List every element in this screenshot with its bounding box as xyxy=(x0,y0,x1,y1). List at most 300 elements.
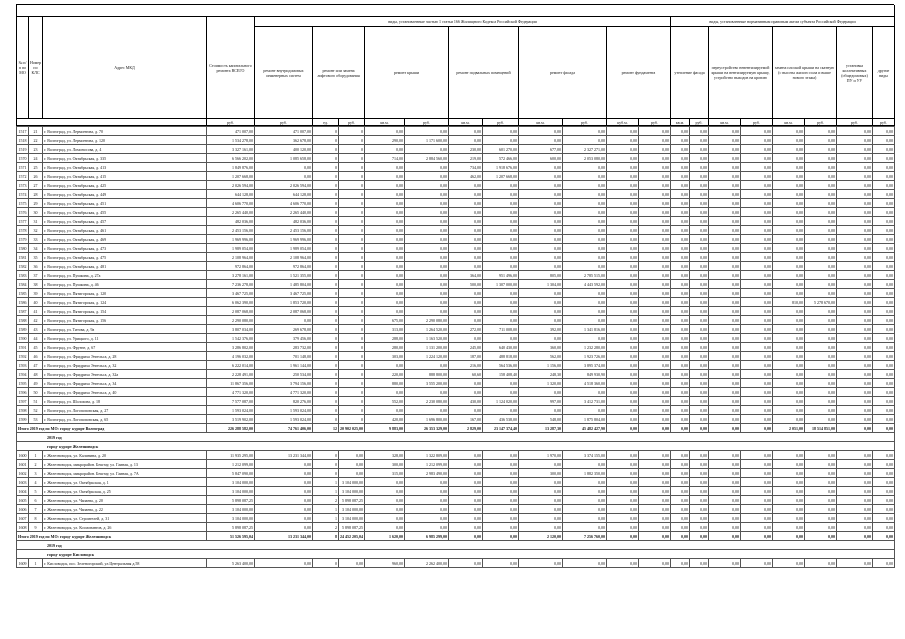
row-value: 0,00 xyxy=(483,190,519,199)
row-index: 27 xyxy=(29,181,43,190)
row-value: 0,00 xyxy=(563,217,607,226)
row-value: 0,00 xyxy=(639,154,671,163)
total-value: 0,00 xyxy=(773,532,805,541)
row-value: 0,00 xyxy=(519,163,563,172)
row-value: 364,00 xyxy=(449,271,483,280)
row-value: 0,00 xyxy=(805,280,837,289)
row-value: 0,00 xyxy=(805,334,837,343)
row-value: 0,00 xyxy=(741,316,773,325)
row-value: 0,00 xyxy=(773,307,805,316)
row-number: 1598 xyxy=(18,407,27,413)
row-value: 0,00 xyxy=(607,343,639,352)
row-value: 0,00 xyxy=(805,325,837,334)
row-address: г. Железноводск, микрорайон. Бештау, ул. Гаиная, д. 7А xyxy=(43,469,207,478)
row-value: 0,00 xyxy=(837,505,873,514)
row-value: 4 606 770,00 xyxy=(255,199,313,208)
row-value: 0 xyxy=(313,217,339,226)
row-value: 0,00 xyxy=(405,271,449,280)
row-value: 0,00 xyxy=(365,163,405,172)
row-value: 4 518 360,00 xyxy=(563,379,607,388)
table-row xyxy=(17,406,895,415)
unit-label: руб. xyxy=(563,119,607,126)
row-value: 0,00 xyxy=(709,127,741,136)
row-value: 0,00 xyxy=(773,253,805,262)
row-value: 0,00 xyxy=(607,208,639,217)
table-row xyxy=(17,208,895,217)
row-value: 0,00 xyxy=(709,298,741,307)
row-value: 0,00 xyxy=(449,307,483,316)
row-value: 269 678,00 xyxy=(255,325,313,334)
row-value: 0,00 xyxy=(873,478,895,487)
row-address: г. Волгоград, ул. Октябрьская, д. 425 xyxy=(43,181,207,190)
row-value: 0 xyxy=(313,172,339,181)
row-value: 0,00 xyxy=(709,154,741,163)
row-value: 0,00 xyxy=(365,289,405,298)
row-index: 40 xyxy=(29,298,43,307)
row-value: 0,00 xyxy=(449,469,483,478)
row-value: 13 231 344,00 xyxy=(255,451,313,460)
row-value: 0 xyxy=(339,406,365,415)
row-value: 1 961 144,00 xyxy=(255,361,313,370)
row-value: 0,00 xyxy=(255,163,313,172)
row-value: 0,00 xyxy=(607,361,639,370)
row-value: 2 xyxy=(313,496,339,505)
row-value: 0,00 xyxy=(671,253,690,262)
header-col-idx: Номер по КЛС xyxy=(29,17,43,119)
group-row xyxy=(17,550,895,559)
row-value: 0,00 xyxy=(837,244,873,253)
total-value: 2 120,00 xyxy=(519,532,563,541)
row-value: 0 xyxy=(339,217,365,226)
row-value: 0,00 xyxy=(690,271,709,280)
row-value: 0,00 xyxy=(773,271,805,280)
row-index: 5 xyxy=(29,487,43,496)
row-value: 0,00 xyxy=(709,415,741,424)
row-value: 0,00 xyxy=(671,244,690,253)
row-value: 600,00 xyxy=(519,154,563,163)
row-value: 0,00 xyxy=(671,334,690,343)
table-row xyxy=(17,361,895,370)
row-value: 0,00 xyxy=(690,415,709,424)
row-value: 0,00 xyxy=(671,235,690,244)
row-value: 0,00 xyxy=(873,172,895,181)
row-value: 0,00 xyxy=(671,172,690,181)
row-value: 5 898 087,25 xyxy=(339,496,365,505)
header-col-other: другие виды xyxy=(873,27,895,119)
row-value: 0,00 xyxy=(639,316,671,325)
row-value: 0 xyxy=(339,190,365,199)
row-value: 0,00 xyxy=(671,325,690,334)
row-value: 0,00 xyxy=(639,523,671,532)
row-address: г. Волгоград, ул. Фридриха Энгельса, д. 32 xyxy=(43,361,207,370)
row-value: 0,00 xyxy=(563,208,607,217)
table-row xyxy=(17,451,895,460)
row-value: 0,00 xyxy=(607,280,639,289)
row-value: 0,00 xyxy=(671,271,690,280)
row-value: 0,00 xyxy=(741,415,773,424)
row-address: г. Железноводск, ул. Строителей, д. 31 xyxy=(43,514,207,523)
total-value: 0,00 xyxy=(671,424,690,433)
row-value: 960,00 xyxy=(365,559,405,568)
row-value: 0,00 xyxy=(449,226,483,235)
row-value: 0,00 xyxy=(519,226,563,235)
table-row xyxy=(17,379,895,388)
row-value: 0 xyxy=(339,226,365,235)
row-value: 0,00 xyxy=(639,388,671,397)
row-value: 0,00 xyxy=(519,388,563,397)
row-index: 1 xyxy=(29,559,43,568)
row-value: 0,00 xyxy=(449,199,483,208)
row-value: 0,00 xyxy=(805,289,837,298)
row-value: 0,00 xyxy=(690,244,709,253)
row-value: 3 807 034,00 xyxy=(207,325,255,334)
row-value: 0,00 xyxy=(773,379,805,388)
row-value: 0 xyxy=(339,298,365,307)
row-value: 0 xyxy=(313,316,339,325)
table-row xyxy=(17,370,895,379)
row-value: 462,00 xyxy=(449,172,483,181)
total-value: 0,00 xyxy=(837,532,873,541)
row-value: 734,00 xyxy=(449,163,483,172)
unit-label: руб. xyxy=(405,119,449,126)
table-row xyxy=(17,307,895,316)
row-address: г. Волгоград, ул. Лермонтова, д. 120 xyxy=(43,136,207,145)
table-row xyxy=(17,235,895,244)
row-value: 0,00 xyxy=(741,199,773,208)
row-value: 0,00 xyxy=(873,469,895,478)
unit-label: руб. xyxy=(805,119,837,126)
row-value: 0 xyxy=(339,127,365,136)
row-value: 0 xyxy=(313,379,339,388)
row-value: 0,00 xyxy=(709,460,741,469)
row-number: 1594 xyxy=(18,371,27,377)
row-value: 0,00 xyxy=(671,343,690,352)
table-row xyxy=(17,289,895,298)
row-value: 0,00 xyxy=(563,559,607,568)
row-value: 0,00 xyxy=(709,406,741,415)
row-value: 0,00 xyxy=(639,208,671,217)
row-value: 5 263 400,00 xyxy=(207,559,255,568)
row-value: 0 xyxy=(313,298,339,307)
row-value: 0,00 xyxy=(805,343,837,352)
row-value: 2 290 080,00 xyxy=(405,316,449,325)
row-address: г. Железноводск, ул. Октябрьская, д. 1 xyxy=(43,478,207,487)
row-value: 0 xyxy=(313,334,339,343)
row-value: 0,00 xyxy=(365,505,405,514)
table-row xyxy=(17,172,895,181)
row-value: 0,00 xyxy=(339,559,365,568)
row-value: 290,00 xyxy=(365,136,405,145)
row-value: 548,00 xyxy=(519,415,563,424)
row-value: 0,00 xyxy=(741,370,773,379)
group-row xyxy=(17,433,895,442)
row-value: 0,00 xyxy=(405,478,449,487)
row-value: 0,00 xyxy=(837,136,873,145)
row-value: 0,00 xyxy=(483,262,519,271)
row-value: 300,00 xyxy=(519,469,563,478)
row-value: 644 128,00 xyxy=(207,190,255,199)
row-value: 2 053 080,00 xyxy=(563,154,607,163)
row-value: 0 xyxy=(339,253,365,262)
header-col-address: Адрес МКД xyxy=(43,17,207,119)
row-value: 0,00 xyxy=(873,460,895,469)
row-value: 0,00 xyxy=(483,334,519,343)
row-address: г. Железноводск, ул. Чапаева, д. 20 xyxy=(43,496,207,505)
row-value: 0,00 xyxy=(639,262,671,271)
row-value: 0,00 xyxy=(365,298,405,307)
header-col-elevator: ремонт или замена лифтового оборудования xyxy=(313,27,365,119)
total-value: 26 353 329,00 xyxy=(405,424,449,433)
row-value: 0,00 xyxy=(405,217,449,226)
row-value: 0,00 xyxy=(449,208,483,217)
table-row xyxy=(17,388,895,397)
unit-label: куб.м. xyxy=(607,119,639,126)
row-value: 0,00 xyxy=(483,199,519,208)
row-value: 1 593 024,00 xyxy=(207,406,255,415)
row-value: 0,00 xyxy=(607,244,639,253)
row-value: 0,00 xyxy=(690,460,709,469)
row-value: 1 923 726,00 xyxy=(563,352,607,361)
row-value: 0,00 xyxy=(365,190,405,199)
row-value: 0,00 xyxy=(639,469,671,478)
row-value: 0,00 xyxy=(671,487,690,496)
row-value: 0,00 xyxy=(873,226,895,235)
row-value: 0,00 xyxy=(405,289,449,298)
row-value: 0,00 xyxy=(741,388,773,397)
row-value: 0,00 xyxy=(483,523,519,532)
row-value: 0,00 xyxy=(405,163,449,172)
row-value: 0,00 xyxy=(607,136,639,145)
row-value: 0,00 xyxy=(405,361,449,370)
row-value: 0 xyxy=(339,334,365,343)
row-value: 250 534,00 xyxy=(255,370,313,379)
row-value: 0,00 xyxy=(405,388,449,397)
row-value: 0,00 xyxy=(483,127,519,136)
row-value: 0,00 xyxy=(339,460,365,469)
row-value: 0,00 xyxy=(519,460,563,469)
register-sheet xyxy=(16,4,894,568)
row-number: 1603 xyxy=(18,479,27,485)
header-col-engineering: ремонт внутридомовых инженерных систем xyxy=(255,27,313,119)
table-header xyxy=(16,4,894,126)
row-value: 0,00 xyxy=(805,415,837,424)
row-value: 0,00 xyxy=(837,298,873,307)
row-value: 0,00 xyxy=(255,514,313,523)
row-value: 0,00 xyxy=(805,163,837,172)
row-value: 0,00 xyxy=(690,181,709,190)
row-value: 0,00 xyxy=(671,154,690,163)
row-value: 0 xyxy=(313,451,339,460)
row-value: 0,00 xyxy=(563,289,607,298)
total-value: 6 985 299,00 xyxy=(405,532,449,541)
row-value: 3 412 731,00 xyxy=(563,397,607,406)
row-value: 0,00 xyxy=(671,370,690,379)
row-value: 0 xyxy=(313,280,339,289)
row-value: 0,00 xyxy=(837,325,873,334)
row-value: 0,00 xyxy=(873,199,895,208)
row-value: 880,00 xyxy=(365,379,405,388)
total-value: 18 514 851,00 xyxy=(805,424,837,433)
row-value: 0,00 xyxy=(773,388,805,397)
row-value: 0,00 xyxy=(365,244,405,253)
row-value: 379 456,00 xyxy=(255,334,313,343)
unit-label: кв.м. xyxy=(709,119,741,126)
row-value: 488 818,00 xyxy=(483,352,519,361)
row-value: 0,00 xyxy=(405,523,449,532)
row-value: 0,00 xyxy=(405,298,449,307)
row-value: 2 265 440,00 xyxy=(255,208,313,217)
row-value: 0,00 xyxy=(671,226,690,235)
row-value: 0,00 xyxy=(563,505,607,514)
row-number: 1602 xyxy=(18,470,27,476)
row-value: 0,00 xyxy=(563,253,607,262)
row-value: 1 322 809,00 xyxy=(405,451,449,460)
row-value: 0,00 xyxy=(639,415,671,424)
row-value: 360,00 xyxy=(519,343,563,352)
row-value: 0,00 xyxy=(873,379,895,388)
row-value: 248,30 xyxy=(519,370,563,379)
row-value: 0,00 xyxy=(873,325,895,334)
row-value: 245,00 xyxy=(449,343,483,352)
row-value: 0,00 xyxy=(741,469,773,478)
row-value: 0,00 xyxy=(709,496,741,505)
row-value: 0 xyxy=(339,343,365,352)
row-value: 0,00 xyxy=(741,523,773,532)
row-index: 52 xyxy=(29,406,43,415)
row-number: 1607 xyxy=(18,515,27,521)
row-value: 0,00 xyxy=(873,397,895,406)
row-value: 0,00 xyxy=(639,496,671,505)
row-value: 2 228 491,00 xyxy=(207,370,255,379)
row-value: 0,00 xyxy=(365,271,405,280)
row-value: 0,00 xyxy=(873,217,895,226)
row-value: 5 278 670,00 xyxy=(805,298,837,307)
row-value: 0,00 xyxy=(365,388,405,397)
row-value: 0,00 xyxy=(805,406,837,415)
total-value: 0,00 xyxy=(449,532,483,541)
row-value: 0,00 xyxy=(255,316,313,325)
row-value: 0,00 xyxy=(709,352,741,361)
total-value: 0,00 xyxy=(607,532,639,541)
row-value: 0,00 xyxy=(805,514,837,523)
row-value: 7 236 278,00 xyxy=(207,280,255,289)
row-value: 482 036,00 xyxy=(255,217,313,226)
row-value: 0,00 xyxy=(741,289,773,298)
row-value: 0,00 xyxy=(519,406,563,415)
row-value: 0,00 xyxy=(873,370,895,379)
row-value: 0,00 xyxy=(837,190,873,199)
row-value: 0,00 xyxy=(639,379,671,388)
row-value: 0,00 xyxy=(639,460,671,469)
row-value: 0,00 xyxy=(805,262,837,271)
row-value: 0,00 xyxy=(690,316,709,325)
row-value: 1 542 376,00 xyxy=(207,334,255,343)
row-value: 0,00 xyxy=(873,136,895,145)
row-value: 2 026 594,00 xyxy=(255,181,313,190)
row-value: 0,00 xyxy=(709,289,741,298)
table-row xyxy=(17,163,895,172)
row-value: 0,00 xyxy=(519,235,563,244)
row-address: г. Железноводск, ул. Калинина, д. 20 xyxy=(43,451,207,460)
row-value: 0,00 xyxy=(365,496,405,505)
row-value: 0,00 xyxy=(671,379,690,388)
row-value: 392,00 xyxy=(519,325,563,334)
row-value: 0,00 xyxy=(671,361,690,370)
row-number: 1596 xyxy=(18,389,27,395)
row-value: 0,00 xyxy=(709,172,741,181)
row-value: 0,00 xyxy=(639,289,671,298)
row-value: 0,00 xyxy=(639,253,671,262)
row-value: 1 521 355,00 xyxy=(255,271,313,280)
row-value: 2 087 068,00 xyxy=(207,307,255,316)
row-value: 0,00 xyxy=(405,307,449,316)
row-value: 0,00 xyxy=(709,136,741,145)
row-number: 1605 xyxy=(18,497,27,503)
row-value: 1 989 054,00 xyxy=(207,244,255,253)
row-value: 0 xyxy=(313,460,339,469)
row-value: 0 xyxy=(313,361,339,370)
total-row xyxy=(17,424,895,433)
row-value: 0,00 xyxy=(873,523,895,532)
row-value: 0,00 xyxy=(563,307,607,316)
row-value: 0,00 xyxy=(690,469,709,478)
row-value: 0,00 xyxy=(449,460,483,469)
row-value: 0,00 xyxy=(639,298,671,307)
row-value: 0 xyxy=(313,289,339,298)
row-value: 0,00 xyxy=(741,379,773,388)
row-value: 0,00 xyxy=(741,253,773,262)
row-value: 0 xyxy=(339,172,365,181)
row-value: 0,00 xyxy=(639,559,671,568)
row-value: 0,00 xyxy=(563,244,607,253)
row-value: 0 xyxy=(339,145,365,154)
row-value: 3 555 200,00 xyxy=(405,379,449,388)
row-value: 0,00 xyxy=(873,280,895,289)
row-value: 0,00 xyxy=(607,172,639,181)
row-value: 0,00 xyxy=(837,352,873,361)
row-value: 0,00 xyxy=(639,244,671,253)
row-value: 1 207 668,00 xyxy=(207,172,255,181)
row-number: 1593 xyxy=(18,362,27,368)
row-value: 0,00 xyxy=(671,397,690,406)
row-value: 0,00 xyxy=(607,487,639,496)
row-value: 0,00 xyxy=(805,253,837,262)
row-value: 0,00 xyxy=(607,199,639,208)
row-value: 2 230 080,00 xyxy=(405,397,449,406)
group-label: город- курорт Кисловодск xyxy=(17,550,895,559)
row-address: г. Волгоград, ул. Логопоповская, д. 65 xyxy=(43,415,207,424)
row-address: г. Волгоград, ул. Лермонтова, д. 70 xyxy=(43,127,207,136)
row-index: 3 xyxy=(29,469,43,478)
row-value: 0,00 xyxy=(773,181,805,190)
row-index: 6 xyxy=(29,496,43,505)
row-value: 0,00 xyxy=(607,406,639,415)
row-value: 0,00 xyxy=(837,154,873,163)
row-number: 1572 xyxy=(18,173,27,179)
row-value: 0,00 xyxy=(805,460,837,469)
row-value: 0,00 xyxy=(873,415,895,424)
row-value: 0,00 xyxy=(255,487,313,496)
row-value: 2 265 440,00 xyxy=(207,208,255,217)
row-value: 0,00 xyxy=(805,469,837,478)
row-index: 33 xyxy=(29,235,43,244)
row-number: 1519 xyxy=(18,146,27,152)
row-value: 562,00 xyxy=(519,352,563,361)
row-value: 1 875 804,00 xyxy=(563,415,607,424)
row-value: 0,00 xyxy=(690,154,709,163)
row-value: 0,00 xyxy=(873,253,895,262)
row-value: 0,00 xyxy=(671,289,690,298)
